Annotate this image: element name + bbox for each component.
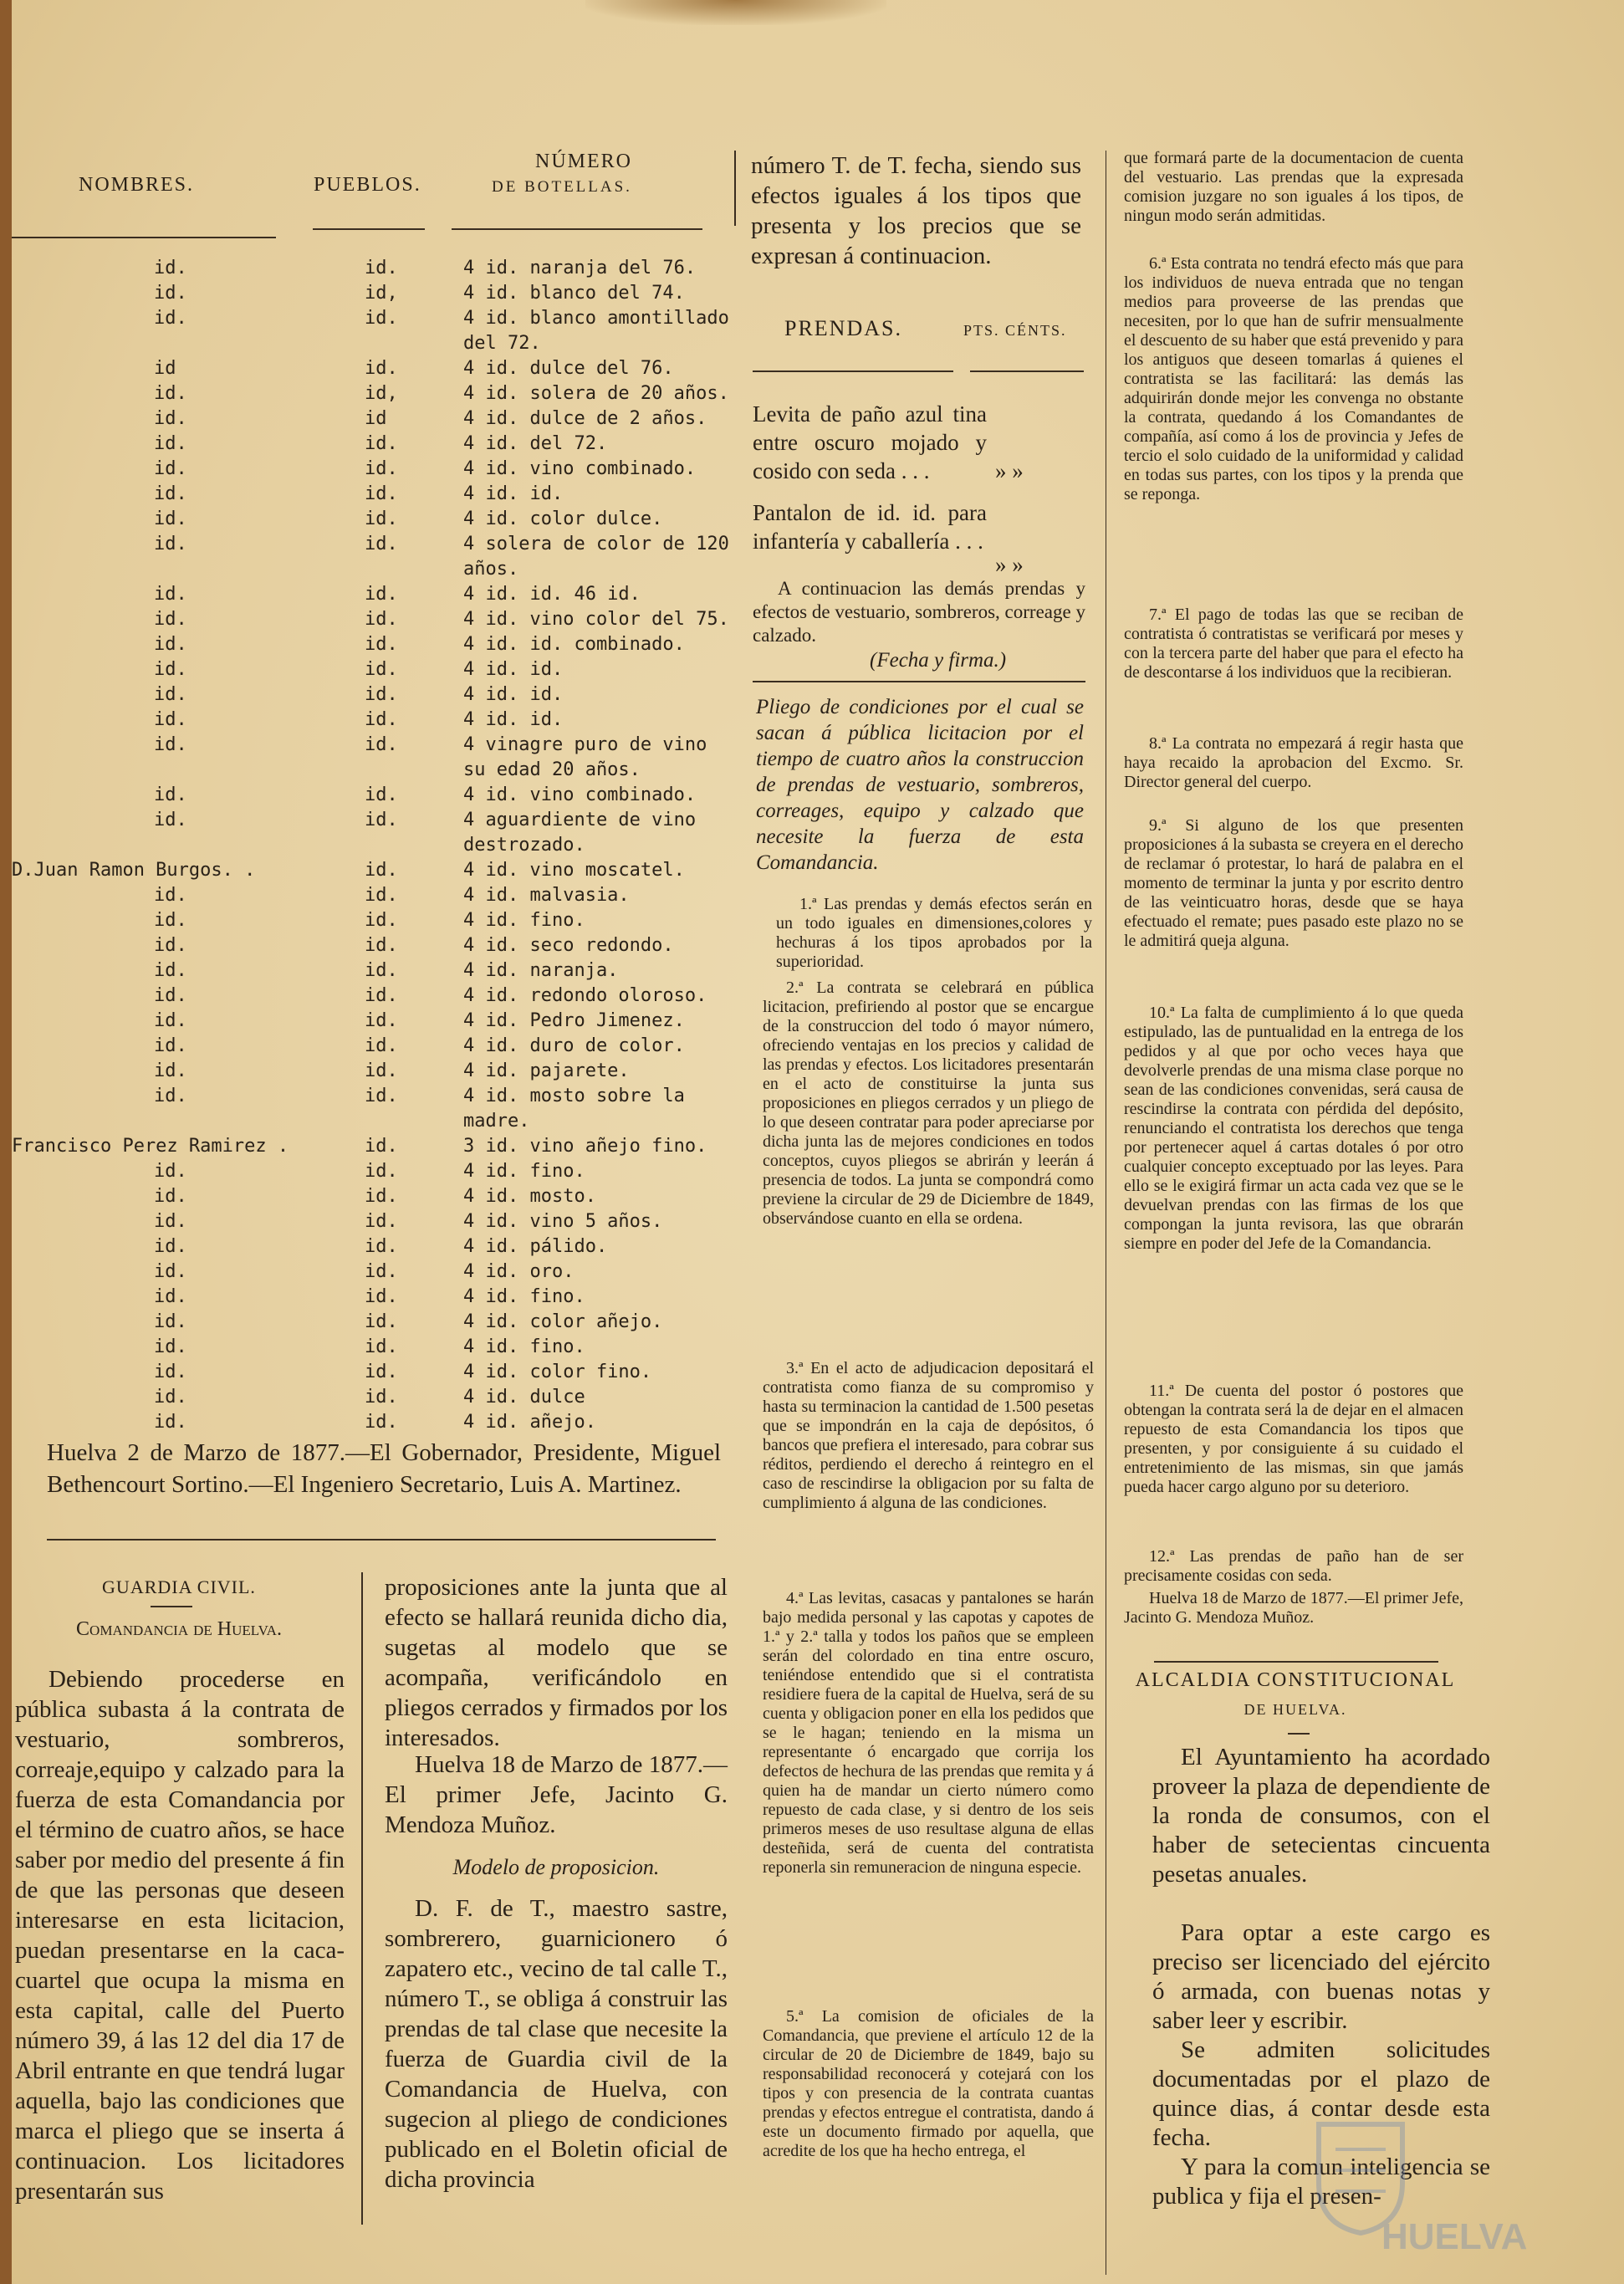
wine-row-desc: 4 id. seco redondo.	[463, 935, 674, 956]
wine-row-name: D.Juan Ramon Burgos. .	[12, 860, 256, 881]
wine-row-desc: 4 id. mosto.	[463, 1186, 596, 1207]
wine-row-town: id.	[365, 1387, 398, 1408]
wine-row-desc: 4 id. Pedro Jimenez.	[463, 1010, 685, 1031]
condition-5: 5.ª La comision de oficiales de la Comandancia, que previene el artículo 12 de la circular de 20 de Diciembre de 1849, bajo su responsabilidad reconocerá y cotejará con los tipos y con presencia de la contrata cuantas prendas y efectos entregue el contratista, dando á este un documento firmado por aquella, que acredite de los que ha hecho entrega, el	[763, 2007, 1094, 2160]
wine-row-desc: 3 id. vino añejo fino.	[463, 1136, 707, 1157]
wine-row-desc: 4 id. pajarete.	[463, 1060, 630, 1081]
wine-row-desc: 4 id. del 72.	[463, 433, 608, 454]
wine-row-desc: 4 id. vino combinado.	[463, 458, 697, 479]
alcaldia-rule	[1154, 1661, 1438, 1663]
prenda-pantalon-marks: » »	[995, 552, 1024, 577]
wine-row-name: id.	[154, 383, 187, 404]
wine-row-town: id.	[365, 860, 398, 881]
wine-row-name: id.	[154, 408, 187, 429]
prendas-continuation: A continuacion las demás prendas y efectos de vestuario, sombreros, correage y calzado.	[753, 578, 1085, 646]
wine-row-town: id.	[365, 784, 398, 805]
right-condition-cont: que formará parte de la documentacion de cuenta del vestuario. Las prendas que la expresada comision juzgare no son iguales á los tipos, de ningun modo serán admitidas.	[1124, 149, 1463, 225]
wine-row-desc: 4 id. id. 46 id.	[463, 584, 641, 605]
wine-row-town: id.	[365, 1086, 398, 1106]
table-rule-1	[12, 237, 276, 238]
wine-row-desc: 4 id. naranja del 76.	[463, 258, 697, 278]
header-names: NOMBRES.	[79, 174, 195, 196]
wine-row-town: id.	[365, 609, 398, 630]
wine-row-name: id.	[154, 885, 187, 906]
alcaldia-title: ALCALDIA CONSTITUCIONAL	[1135, 1669, 1456, 1691]
wine-row-desc: 4 id. fino.	[463, 910, 585, 931]
wine-row-town: id.	[365, 1412, 398, 1433]
wine-row-name: id.	[154, 458, 187, 479]
table-rule-3	[452, 228, 702, 230]
wine-row-desc: 4 id. id.	[463, 659, 564, 680]
wine-row-desc: 4 id. id.	[463, 709, 564, 730]
prendas-label: PRENDAS.	[784, 316, 902, 340]
wine-row-desc: 4 id. dulce del 76.	[463, 358, 674, 379]
prendas-rule-1	[753, 370, 953, 372]
wine-row-name: id	[154, 358, 176, 379]
wine-row-desc: 4 id. duro de color.	[463, 1035, 685, 1056]
wine-row-desc: 4 id. fino.	[463, 1286, 585, 1307]
wine-row-desc: 4 id. color dulce.	[463, 508, 663, 529]
right-date: Huelva 18 de Marzo de 1877.—El primer Jefe, Jacinto G. Mendoza Muñoz.	[1124, 1589, 1463, 1627]
wine-row-name: id.	[154, 283, 187, 304]
wine-table-body	[12, 256, 731, 1433]
wine-row-name: id.	[154, 1010, 187, 1031]
wine-row-town: id.	[365, 1060, 398, 1081]
wine-row-desc: 4 id. color añejo.	[463, 1311, 663, 1332]
wine-row-desc: 4 id. solera de 20 años.	[463, 383, 729, 404]
condition-11: 11.ª De cuenta del postor ó postores que obtengan la contrata será la de dejar en el almacen repuesto de esta Comandancia los tipos que presenten, y por consiguiente á su cuidado el entretenimiento de las mismas, sin que jamás pueda hacer cargo alguno por su deterioro.	[1124, 1382, 1463, 1496]
wine-row-name: id.	[154, 433, 187, 454]
guardia-heading: GUARDIA CIVIL.	[102, 1576, 256, 1597]
vertical-rule-middle	[734, 151, 736, 226]
wine-row-town: id.	[365, 1236, 398, 1257]
condition-2: 2.ª La contrata se celebrará en pública licitacion, prefiriendo al postor que se encargue de la construccion del todo ó mayor número, ofreciendo ventajas en los precios y calidad de las prendas y efectos. Los licitadores presentarán en el acto de constituirse la junta sus proposiciones en pliegos cerrados y un pliego de lo que deseen contratar para poder apreciarse por dicha junta las de mejores condiciones en todos conceptos, cuyos pliegos se abrirán y leerán á presencia de todos. La junta se compondrá como previene la circular de 29 de Diciembre de 1849, observándose cuanto en ella se ordena.	[763, 978, 1094, 1228]
wine-row-desc: 4 id. id. combinado.	[463, 634, 685, 655]
guardia-col2-date: Huelva 18 de Marzo de 1877.—El primer Jefe, Jacinto G. Mendoza Muñoz.	[385, 1751, 728, 1838]
wine-row-town: id.	[365, 1362, 398, 1382]
prendas-rule-2	[970, 370, 1084, 372]
wine-row-name: id.	[154, 258, 187, 278]
wine-row-name: id.	[154, 584, 187, 605]
wine-row-town: id.	[365, 1035, 398, 1056]
wine-row-desc: 4 id. vino combinado.	[463, 784, 697, 805]
wine-row-name: id.	[154, 709, 187, 730]
wine-row-name: id.	[154, 734, 187, 755]
wine-row-name: id.	[154, 483, 187, 504]
wine-row-name: id.	[154, 960, 187, 981]
wine-row-desc: 4 id. fino.	[463, 1161, 585, 1182]
wine-row-name: id.	[154, 985, 187, 1006]
wine-row-town: id.	[365, 1211, 398, 1232]
wine-row-name: id.	[154, 1286, 187, 1307]
watermark-text: HUELVA	[1381, 2216, 1528, 2257]
wine-row-desc: 4 id. vino 5 años.	[463, 1211, 663, 1232]
wine-row-desc: 4 id. mosto sobre la madre.	[463, 1086, 685, 1132]
wine-row-desc: 4 id. malvasia.	[463, 885, 630, 906]
condition-4: 4.ª Las levitas, casacas y pantalones se harán bajo medida personal y las capotas y capotes de 1.ª y 2.ª talla y todos los paños que se empleen serán del colordado en tina entre oscuro, teniéndose entendido que si el contratista residiere fuera de la capital de Huelva, será de su cuenta y obligacion poner en ella los pedidos que se le hagan; teniendo en la misma un representante ó encargado que corrija los defectos de hechura de las prendas que remita y á quien ha de mandar un cierto número como repuesto de cada clase, y si dentro de los seis primeros meses de uso resultase alguna de ellas desteñida, será de cuenta del contratista reponerla sin remuneracion de ninguna especie.	[763, 1589, 1094, 1877]
wine-row-desc: 4 id. naranja.	[463, 960, 619, 981]
pliego-rule	[753, 681, 1085, 682]
wine-row-name: id.	[154, 609, 187, 630]
sig-rule	[47, 1539, 716, 1541]
wine-row-desc: 4 id. vino color del 75.	[463, 609, 729, 630]
wine-row-name: id.	[154, 1060, 187, 1081]
wine-row-town: id.	[365, 1136, 398, 1157]
alcaldia-short-rule	[1288, 1733, 1310, 1735]
guardia-col2-text: proposiciones ante la junta que al efecto se hallará reunida dicho dia, sugetas al modelo que se acompaña, verificándolo en pliegos cerrados y firmados por los interesados.	[385, 1574, 728, 1751]
wine-row-town: id.	[365, 634, 398, 655]
wine-row-town: id.	[365, 508, 398, 529]
wine-row-desc: 4 id. dulce de 2 años.	[463, 408, 707, 429]
wine-row-name: id.	[154, 1261, 187, 1282]
wine-row-town: id.	[365, 810, 398, 830]
wine-row-town: id.	[365, 308, 398, 329]
wine-row-desc: 4 id. blanco amontillado del 72.	[463, 308, 729, 354]
wine-row-town: id.	[365, 985, 398, 1006]
condition-7: 7.ª El pago de todas las que se reciban de contratista ó contratistas se verificará por meses y con la tercera parte del haber que para el efecto ha de descontarse á los individuos que la recibieran.	[1124, 605, 1463, 682]
wine-row-town: id.	[365, 433, 398, 454]
wine-row-name: id.	[154, 308, 187, 329]
alcaldia-para-1: El Ayuntamiento ha acordado proveer la plaza de dependiente de la ronda de consumos, con el haber de setecientas cincuenta pesetas anuales.	[1152, 1744, 1490, 1888]
wine-row-town: id	[365, 408, 387, 429]
alcaldia-para-4: Y para la comun inteligencia se publica y fija el presen-	[1152, 2154, 1490, 2210]
wine-row-desc: 4 id. id.	[463, 483, 564, 504]
wine-row-town: id.	[365, 885, 398, 906]
wine-row-town: id,	[365, 283, 398, 304]
wine-row-town: id.	[365, 458, 398, 479]
wine-row-town: id.	[365, 1311, 398, 1332]
wine-row-town: id.	[365, 1286, 398, 1307]
condition-10: 10.ª La falta de cumplimiento á lo que queda estipulado, las de puntualidad en la entrega de los pedidos y al que por ocho veces haya que devolverle prendas de una misma clase porque no sean de las condiciones convenidas, será causa de rescindirse la contrata con pérdida del depósito, renunciando el contratista los derechos que tenga por pertenecer aquel á cartas dotales ó por otro cualquier concepto exceptuado por las leyes. Para ello se le exigirá firmar un acta cada vez que se le devuelvan prendas con las firmas de los que compongan la junta revisora, las que obrarán siempre en poder del Jefe de la Comandancia.	[1124, 1004, 1463, 1253]
wine-row-desc: 4 id. dulce	[463, 1387, 585, 1408]
wine-row-town: id.	[365, 534, 398, 554]
wine-row-desc: 4 solera de color de 120 años.	[463, 534, 729, 580]
middle-intro: número T. de T. fecha, siendo sus efectos iguales á los tipos que presenta y los precios que se expresan á continuacion.	[751, 152, 1081, 269]
wine-row-town: id.	[365, 935, 398, 956]
wine-row-town: id.	[365, 1336, 398, 1357]
prendas-cols: PTS. CÉNTS.	[963, 322, 1067, 339]
model-text: D. F. de T., maestro sastre, sombrerero, guarnicionero ó zapatero etc., vecino de tal calle T., número T., se obliga á construir las prendas de tal clase que necesite la fuerza de Guardia civil de la Comandancia de Huelva, con sugecion al pliego de condiciones publicado en el Boletin oficial de dicha provincia	[385, 1895, 728, 2193]
wine-row-town: id.	[365, 734, 398, 755]
wine-row-name: id.	[154, 1035, 187, 1056]
condition-9: 9.ª Si alguno de los que presenten proposiciones á la subasta se creyera en el derecho de reclamar ó protestar, lo hará de palabra en el momento de terminar la junta y por escrito dentro de las veinticuatro horas, desde que se haya efectuado el remate; pues pasado este plazo no se le admitirá queja alguna.	[1124, 816, 1463, 950]
wine-row-name: id.	[154, 508, 187, 529]
wine-row-town: id.	[365, 1161, 398, 1182]
vertical-rule-guardia	[361, 1572, 363, 2225]
wine-row-name: id.	[154, 935, 187, 956]
wine-row-name: id.	[154, 1086, 187, 1106]
wine-row-desc: 4 id. vino moscatel.	[463, 860, 685, 881]
wine-row-town: id.	[365, 1010, 398, 1031]
wine-signature: Huelva 2 de Marzo de 1877.—El Gobernador, Presidente, Miguel Bethencourt Sortino.—El Ingeniero Secretario, Luis A. Martinez.	[47, 1439, 721, 1498]
wine-row-desc: 4 id. color fino.	[463, 1362, 652, 1382]
wine-row-name: id.	[154, 1211, 187, 1232]
wine-row-town: id.	[365, 258, 398, 278]
wine-row-desc: 4 id. redondo oloroso.	[463, 985, 707, 1006]
wine-row-town: id.	[365, 358, 398, 379]
wine-row-desc: 4 id. oro.	[463, 1261, 575, 1282]
wine-row-town: id.	[365, 684, 398, 705]
alcaldia-para-2: Para optar a este cargo es preciso ser licenciado del ejército ó armada, con buenas notas y saber leer y escribir.	[1152, 1919, 1490, 2034]
pliego-title: Pliego de condiciones por el cual se sacan á pública licitacion por el tiempo de cuatro años la construccion de prendas de vestuario, sombreros, correages, equipo y calzado que necesite la fuerza de esta Comandancia.	[756, 696, 1084, 874]
wine-row-town: id.	[365, 659, 398, 680]
wine-row-name: id.	[154, 1362, 187, 1382]
wine-row-name: id.	[154, 1186, 187, 1207]
wine-row-desc: 4 id. blanco del 74.	[463, 283, 685, 304]
wine-row-name: id.	[154, 1412, 187, 1433]
guardia-short-rule	[151, 1606, 192, 1607]
wine-row-desc: 4 id. pálido.	[463, 1236, 608, 1257]
wine-row-name: id.	[154, 634, 187, 655]
condition-6: 6.ª Esta contrata no tendrá efecto más que para los individuos de nueva entrada que no tengan medios para proveerse de las prendas que necesiten, por lo que han de sufrir mensualmente el descuento de su haber que está prevenido y para los antiguos que deseen tomarlas á quienes el contratista se las facilitará: las demás las adquirirán donde mejor les convenga no obstante la contrata, quedando á los Comandantes de compañía, así como á los de provincia y Jefes de tercio el solo cuidado de la uniformidad y calidad en todas sus partes, con los tipos y la prenda que se reponga.	[1124, 254, 1463, 503]
page-stain	[585, 0, 886, 25]
model-title: Modelo de proposicion.	[452, 1855, 660, 1879]
condition-12: 12.ª Las prendas de paño han de ser precisamente cosidas con seda.	[1124, 1547, 1463, 1585]
prenda-levita-marks: » »	[995, 458, 1024, 483]
page-binding-edge	[0, 0, 12, 2284]
guardia-col1-text: Debiendo procederse en pública subasta á la contrata de vestuario, sombreros, correaje,equipo y calzado para la fuerza de esta Comandancia por el término de cuatro años, se hace saber por medio del presente á fin de que las personas que deseen interesarse en esta licitacion, puedan presentarse en la caca-cuartel que ocupa la misma en esta capital, calle del Puerto número 39, á las 12 del dia 17 de Abril entrante en que tendrá lugar aquella, bajo las condiciones que marca el pliego que se inserta á continuacion. Los licitadores presentarán sus	[15, 1666, 345, 2205]
wine-row-name: id.	[154, 659, 187, 680]
wine-row-name: id.	[154, 534, 187, 554]
guardia-subheading: Comandancia de Huelva.	[76, 1618, 282, 1640]
prenda-pantalon: Pantalon de id. id. para infantería y caballería . . .	[753, 500, 987, 554]
wine-row-name: id.	[154, 1336, 187, 1357]
condition-8: 8.ª La contrata no empezará á regir hasta que haya recaido la aprobacion del Excmo. Sr. Director general del cuerpo.	[1124, 734, 1463, 791]
header-number: NÚMERO	[535, 151, 633, 172]
wine-row-name: id.	[154, 810, 187, 830]
wine-row-desc: 4 id. id.	[463, 684, 564, 705]
wine-row-desc: 4 id. fino.	[463, 1336, 585, 1357]
prenda-levita: Levita de paño azul tina entre oscuro mojado y cosido con seda . . .	[753, 401, 987, 483]
condition-3: 3.ª En el acto de adjudicacion depositará el contratista como fianza de su compromiso y hasta su terminacion la cantidad de 1.500 pesetas que se impondrán en la caja de depósitos, ó bancos que prefiera el interesado, para cobrar sus réditos, perdiendo el derecho á reintegro en el caso de rescindirse la obligacion por su falta de cumplimiento á alguna de las condiciones.	[763, 1359, 1094, 1512]
wine-row-name: id.	[154, 1311, 187, 1332]
wine-row-name: id.	[154, 1387, 187, 1408]
alcaldia-para-3: Se admiten solicitudes documentadas por el plazo de quince dias, á contar desde esta fecha.	[1152, 2036, 1490, 2151]
wine-row-town: id.	[365, 483, 398, 504]
condition-1: 1.ª Las prendas y demás efectos serán en un todo iguales en dimensiones,colores y hechuras á los tipos aprobados por la superioridad.	[776, 895, 1092, 971]
wine-row-name: id.	[154, 1161, 187, 1182]
wine-row-name: Francisco Perez Ramirez .	[12, 1136, 289, 1157]
header-bottles: DE BOTELLAS.	[492, 178, 632, 196]
wine-row-desc: 4 id. añejo.	[463, 1412, 596, 1433]
wine-row-name: id.	[154, 1236, 187, 1257]
wine-row-name: id.	[154, 784, 187, 805]
alcaldia-subtitle: DE HUELVA.	[1244, 1701, 1347, 1718]
wine-row-town: id.	[365, 584, 398, 605]
wine-row-town: id.	[365, 1186, 398, 1207]
fecha-firma: (Fecha y firma.)	[870, 649, 1007, 672]
header-towns: PUEBLOS.	[314, 174, 421, 196]
wine-row-desc: 4 aguardiente de vino destrozado.	[463, 810, 697, 856]
wine-row-town: id.	[365, 1261, 398, 1282]
wine-row-town: id,	[365, 383, 398, 404]
wine-row-town: id.	[365, 910, 398, 931]
wine-row-town: id.	[365, 960, 398, 981]
wine-row-name: id.	[154, 684, 187, 705]
wine-row-town: id.	[365, 709, 398, 730]
wine-row-name: id.	[154, 910, 187, 931]
table-rule-2	[313, 228, 425, 230]
wine-row-desc: 4 vinagre puro de vino su edad 20 años.	[463, 734, 707, 780]
archive-watermark	[1306, 2108, 1528, 2275]
